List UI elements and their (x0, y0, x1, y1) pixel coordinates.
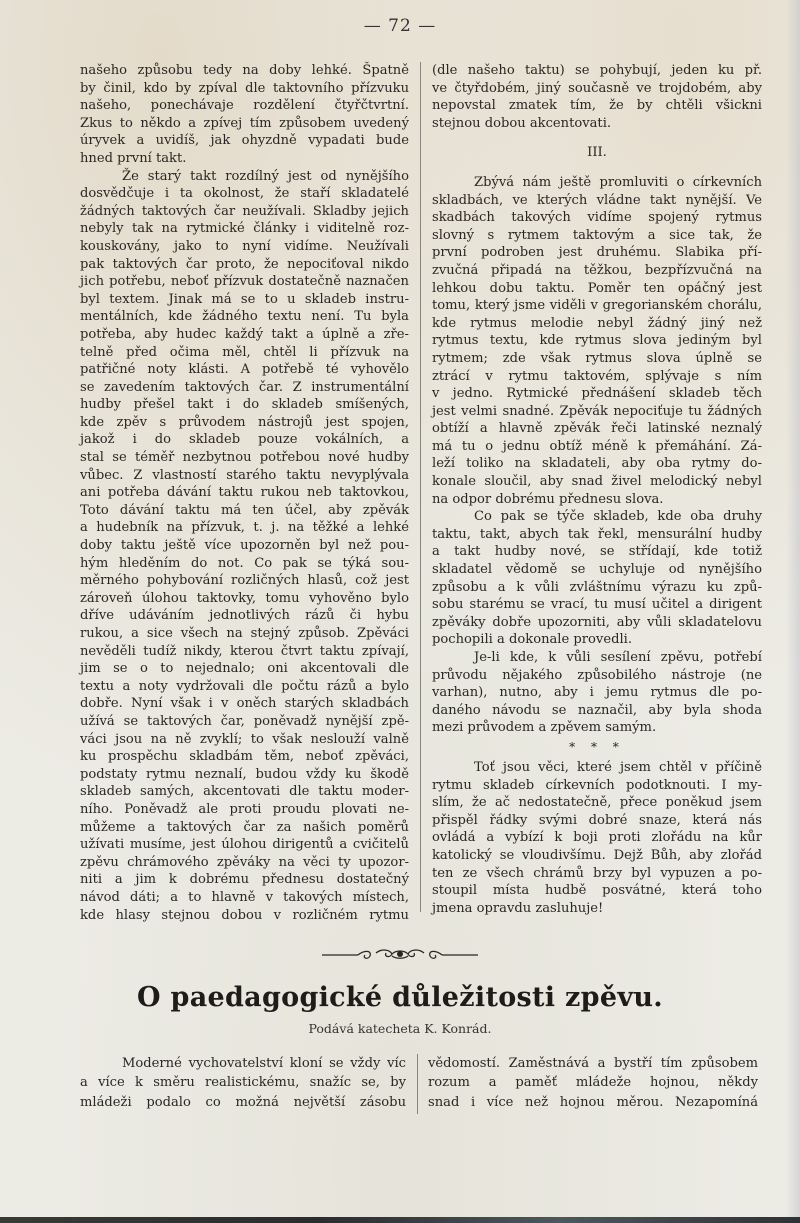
right-column-intro (432, 62, 762, 132)
text-line: užívá se taktových čar, poněvadž nynější zpě- (80, 713, 409, 729)
article-title: O paedagogické důležitosti zpěvu. (137, 982, 663, 1013)
text-line: zvučná připadá na těžkou, bezpřízvučná na (432, 262, 762, 278)
text-line: na odpor dobrému přednesu slova. (432, 491, 664, 507)
text-line: skladeb samých, akcentovati dle taktu moder- (80, 784, 409, 800)
text-line: katolický se vloudivšímu. Dejž Bůh, aby zlořád (432, 847, 762, 863)
text-line: potřeba, aby hudec každý takt a úplně a zře- (80, 326, 409, 342)
text-line: kouskovány, jako to nyní vidíme. Neužívali (80, 238, 409, 254)
text-line: kde hlasy stejnou dobou v rozličném rytmu (80, 907, 409, 923)
text-line: doby taktu ještě více upozorněn byl než pou- (80, 538, 409, 554)
scan-bottom-edge (0, 1217, 800, 1223)
text-line: Zkus to někdo a zpívej tím způsobem uvedený (80, 115, 409, 131)
text-line: rukou, a sice všech na stejný způsob. Zpěváci (80, 626, 409, 641)
text-line: podstaty rytmu neznalí, budou vždy ku škodě (80, 766, 409, 782)
section-heading: III. (587, 145, 607, 161)
text-line: jim se o to nejednalo; oni akcentovali dle (80, 661, 409, 677)
text-line: textu a noty vydržovali dle počtu rázů a bylo (80, 678, 409, 694)
page-edge-shadow (786, 0, 800, 1223)
text-line: a hudebník na přízvuk, t. j. na těžké a lehké (80, 520, 409, 536)
text-line: a takt hudby nové, se střídají, kde totiž (432, 544, 762, 560)
text-line: tomu, který jsme viděli v gregorianském chorálu, (432, 298, 762, 314)
text-line: telně před očima měl, chtěl li přízvuk na (80, 344, 409, 360)
text-line: našeho způsobu tedy na doby lehké. Špatně (80, 63, 409, 78)
text-line: daného návodu se naznačil, aby byla shoda (432, 702, 762, 718)
text-line: patřičné noty klásti. A potřebě té vyhovělo (80, 362, 409, 378)
text-line: skadbách takových vidíme spojený rytmus (432, 210, 762, 226)
text-line: Moderné vychovatelství kloní se vždy víc (122, 1056, 406, 1071)
text-line: úryvek a uvidíš, jak ohyzdně vypadati bude (80, 133, 409, 149)
text-line: byl textem. Jinak má se to u skladeb instru- (80, 291, 409, 307)
text-line: jest velmi snadné. Zpěvák nepociťuje tu žádných (432, 403, 762, 419)
text-line: mezi průvodem a zpěvem samým. (432, 720, 657, 736)
text-line: Toť jsou věci, které jsem chtěl v příčině (474, 759, 762, 775)
text-line: stejnou dobou akcentovati. (432, 115, 612, 131)
text-line: užívati musíme, jest úlohou dirigentů a cvičitelů (80, 837, 409, 853)
right-column-body (432, 174, 762, 737)
text-line: ani potřeba dávání taktu rukou neb taktovkou, (80, 485, 409, 501)
page-number: — 72 — (363, 16, 437, 36)
text-line: průvodu nějakého způsobilého nástroje (ne (432, 667, 762, 683)
text-line: se zavedením taktových čar. Z instrumentální (80, 379, 409, 395)
text-line: v jedno. Rytmické přednášení skladeb těch (432, 386, 762, 402)
text-line: váci jsou na ně zvyklí; to však neslouží valně (80, 731, 409, 747)
text-line: ten ze všech chrámů brzy byl vypuzen a po- (432, 865, 762, 881)
text-line: můžeme a taktových čar za našich poměrů (80, 819, 409, 835)
article-left-column (80, 1054, 406, 1112)
text-line: hned první takt. (80, 150, 187, 166)
text-line: vůbec. Z vlastností starého taktu nevyplývala (80, 467, 409, 483)
text-line: (dle našeho taktu) se pohybují, jeden ku př. (432, 63, 762, 78)
column-divider (417, 1054, 418, 1114)
text-line: nevěděli tudíž nikdy, kterou čtvrt taktu zpívají, (80, 643, 409, 659)
text-line: přispěl řádky svými dobré snaze, která nás (432, 812, 762, 828)
text-line: skladbách, ve kterých vládne takt nynější. Ve (432, 192, 762, 208)
text-line: a více k směru realistickému, snažíc se, by (80, 1075, 406, 1091)
text-line: rozum a paměť mládeže hojnou, někdy (428, 1075, 758, 1091)
text-line: ovládá a vybízí k boji proti zlořádu na kůr (432, 830, 762, 846)
text-line: hým hleděním do not. Co pak se týká sou- (80, 555, 409, 571)
separator-stars: * * * (569, 739, 625, 754)
text-line: mládeži podalo co možná největší zásobu (80, 1094, 406, 1110)
text-line: rytmus textu, kde rytmus slova jediným byl (432, 333, 762, 349)
text-line: rytmem; zde však rytmus slova úplně se (432, 350, 762, 366)
text-line: rytmu skladeb církevních podotknouti. I my- (432, 777, 762, 793)
text-line: pak taktových čar proto, že nepociťoval nikdo (80, 256, 409, 272)
text-line: žádných taktových čar neužívali. Skladby jejich (80, 203, 409, 219)
text-line: ve čtyřdobém, jiný současně ve trojdobém, aby (432, 80, 762, 96)
text-line: obtíží a hlavně zpěvák řeči latinské neznalý (432, 421, 762, 437)
text-line: ku prospěchu skladbám těm, neboť zpěváci, (80, 749, 409, 765)
text-line: slím, že ač nedostatečně, přece poněkud jsem (432, 795, 762, 811)
text-line: stoupil místa hudbě posvátné, která toho (432, 883, 762, 899)
text-line: Co pak se týče skladeb, kde oba druhy (474, 509, 762, 525)
text-line: ztrácí v rytmu taktovém, splývaje s ním (432, 368, 762, 384)
text-line: by činil, kdo by zpíval dle taktovního přízvuku (80, 80, 409, 96)
article-right-column (428, 1054, 758, 1112)
text-line: niti a jim k dobrému přednesu dostatečný (80, 872, 409, 888)
left-column (80, 62, 409, 924)
text-line: stal se téměř nezbytnou potřebou nové hudby (80, 450, 409, 466)
text-line: kde zpěv s průvodem nástrojů jest spojen, (80, 414, 409, 430)
text-line: první podroben jest druhému. Slabika pří- (432, 245, 762, 261)
text-line: zároveň úlohou taktovky, tomu vyhověno bylo (80, 590, 409, 606)
right-column (432, 62, 762, 917)
text-line: jich potřebu, neboť přízvuk dostatečně naznačen (80, 274, 409, 290)
ornament-divider-icon (320, 944, 480, 964)
text-line: dobře. Nyní však i v oněch starých skladbách (80, 696, 409, 712)
text-line: dosvědčuje i ta okolnost, že staří skladatelé (80, 186, 409, 202)
text-line: našeho, ponechávaje rozdělení čtyřčtvrtní. (80, 98, 409, 114)
text-line: návod dáti; a to hlavně v takových místech, (80, 889, 409, 905)
text-line: jmena opravdu zasluhuje! (432, 900, 604, 916)
text-line: zpěváky dobře upozorniti, aby vůli skladatelovu (432, 614, 762, 630)
right-column-closing (432, 759, 762, 917)
text-line: nebyly tak na rytmické články i viditelně roz- (80, 221, 409, 237)
text-line: sobu starému se vrací, tu musí učitel a dirigent (432, 597, 762, 613)
text-line: hudby přešel takt i do skladeb smíšených, (80, 397, 409, 413)
text-line: dříve udáváním jednotlivých rázů či hybu (80, 608, 409, 624)
text-line: nepovstal zmatek tím, že by chtěli všickni (432, 98, 762, 114)
text-line: konale sloučil, aby snad živel melodický nebyl (432, 474, 762, 490)
article-byline: Podává katecheta K. Konrád. (308, 1021, 492, 1036)
text-line: slovný s rytmem taktovým a sice tak, že (432, 227, 762, 243)
text-line: jakož i do skladeb pouze vokálních, a (80, 432, 409, 448)
text-line: Zbývá nám ještě promluviti o církevních (474, 174, 762, 190)
text-line: zpěvu chrámového zpěváky na věci ty upozor- (80, 854, 409, 870)
text-line: Toto dávání taktu má ten účel, aby zpěvák (80, 502, 409, 518)
text-line: kde rytmus melodie nebyl žádný jiný než (432, 315, 762, 331)
text-line: mentálních, kde žádného textu není. Tu byla (80, 309, 409, 325)
text-line: pochopili a dokonale provedli. (432, 632, 632, 648)
text-line: ního. Poněvadž ale proti proudu plovati ne- (80, 801, 409, 817)
text-line: snad i více než hojnou měrou. Nezapomíná (428, 1094, 758, 1110)
text-line: měrného pohybování rozličných hlasů, což jest (80, 573, 409, 589)
text-line: varhan), nutno, aby i jemu rytmus dle po- (432, 685, 762, 701)
text-line: Je-li kde, k vůli sesílení zpěvu, potřebí (474, 650, 762, 665)
text-line: má tu o jednu obtíž méně k přemáhání. Zá- (432, 438, 762, 454)
text-line: leží toliko na skladateli, aby oba rytmy do- (432, 456, 762, 472)
text-line: Že starý takt rozdílný jest od nynějšího (122, 168, 409, 184)
text-line: lehkou dobu taktu. Poměr ten opáčný jest (432, 280, 762, 296)
text-line: vědomostí. Zaměstnává a bystří tím způsobem (428, 1056, 758, 1071)
column-divider (420, 62, 421, 912)
text-line: skladatel vědomě se uchyluje od nynějšího (432, 562, 762, 578)
text-line: taktu, takt, abych tak řekl, mensurální hudby (432, 526, 762, 542)
text-line: způsobu a k vůli zvláštnímu výrazu ku způ- (432, 579, 762, 595)
